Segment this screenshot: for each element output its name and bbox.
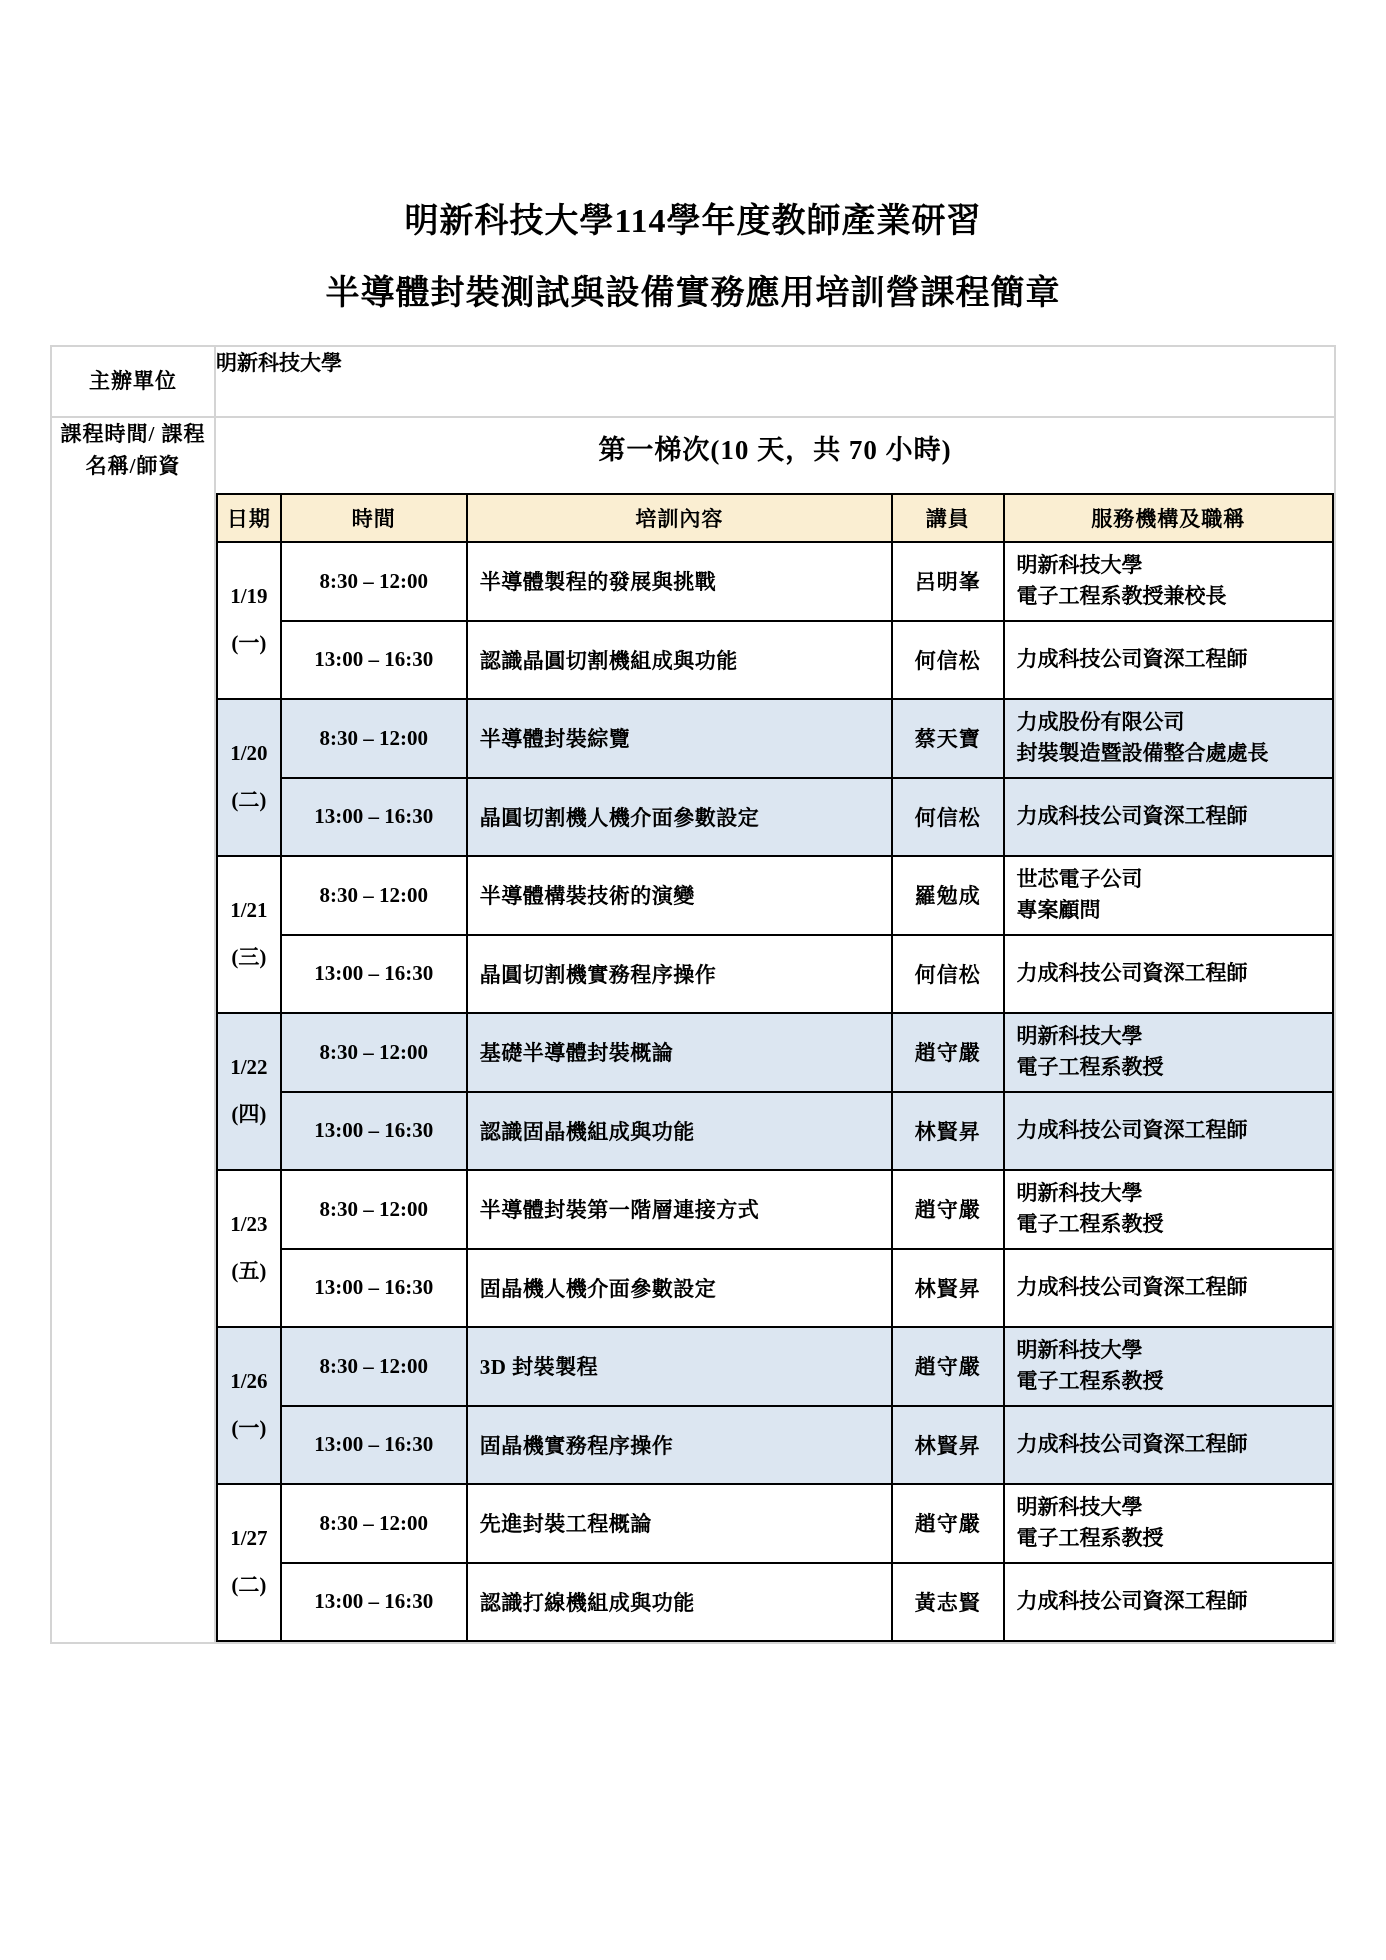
cell-organization	[1004, 621, 1334, 699]
cell-organization	[1004, 1406, 1334, 1484]
cell-organization	[1004, 778, 1334, 856]
date-value: 1/26	[230, 1368, 268, 1393]
schedule-row	[51, 417, 1335, 1643]
cell-speaker: 黃志賢	[892, 1563, 1004, 1641]
table-header-row	[217, 494, 1333, 542]
organization-line-1: 力成科技公司資深工程師	[1016, 1117, 1248, 1142]
organization-line-2: 封裝製造暨設備整合處處長	[1016, 741, 1269, 766]
organization-line-2: 電子工程系教授兼校長	[1016, 584, 1227, 609]
organization-line-2: 電子工程系教授	[1016, 1055, 1164, 1080]
cell-content: 先進封裝工程概論	[467, 1484, 892, 1563]
organization-line-2: 電子工程系教授	[1016, 1369, 1164, 1394]
organization-line-1: 力成科技公司資深工程師	[1016, 1274, 1248, 1299]
cell-speaker: 呂明峯	[892, 542, 1004, 621]
organization-line-1: 力成科技公司資深工程師	[1016, 1588, 1248, 1613]
cell-content: 認識晶圓切割機組成與功能	[467, 621, 892, 699]
table-row	[217, 1406, 1333, 1484]
document-title-block	[50, 0, 1336, 311]
column-header-date: 日期	[217, 494, 281, 542]
cell-time: 8:30 – 12:00	[281, 1013, 467, 1092]
table-row	[217, 699, 1333, 778]
cell-date	[217, 1484, 281, 1641]
cell-speaker: 趙守嚴	[892, 1327, 1004, 1406]
organization-line-1: 明新科技大學	[1016, 1180, 1143, 1205]
table-row	[217, 1484, 1333, 1563]
organization-line-1: 力成股份有限公司	[1016, 709, 1185, 734]
page-title-line-1: 明新科技大學114學年度教師產業研習	[404, 203, 982, 240]
schedule-container	[215, 417, 1335, 1643]
cell-organization	[1004, 1092, 1334, 1170]
organization-line-1: 明新科技大學	[1016, 552, 1143, 577]
organization-line-1: 力成科技公司資深工程師	[1016, 1431, 1248, 1456]
column-header-speaker: 講員	[892, 494, 1004, 542]
cell-time: 13:00 – 16:30	[281, 1563, 467, 1641]
cell-time: 13:00 – 16:30	[281, 1406, 467, 1484]
organizer-value: 明新科技大學	[215, 346, 1335, 417]
cell-speaker: 趙守嚴	[892, 1484, 1004, 1563]
cell-organization	[1004, 1563, 1334, 1641]
cell-organization	[1004, 856, 1334, 935]
cell-content: 晶圓切割機實務程序操作	[467, 935, 892, 1013]
cell-speaker: 林賢昇	[892, 1406, 1004, 1484]
weekday-value: (四)	[231, 1102, 267, 1127]
organizer-row	[51, 346, 1335, 417]
table-row	[217, 856, 1333, 935]
cell-organization	[1004, 1170, 1334, 1249]
cell-time: 8:30 – 12:00	[281, 1327, 467, 1406]
column-header-content: 培訓內容	[467, 494, 892, 542]
cell-time: 13:00 – 16:30	[281, 778, 467, 856]
cell-speaker: 何信松	[892, 621, 1004, 699]
organization-line-1: 明新科技大學	[1016, 1337, 1143, 1362]
cell-date	[217, 1170, 281, 1327]
table-row	[217, 1249, 1333, 1327]
cell-date	[217, 1327, 281, 1484]
cell-time: 13:00 – 16:30	[281, 621, 467, 699]
cell-time: 13:00 – 16:30	[281, 1249, 467, 1327]
organization-line-1: 力成科技公司資深工程師	[1016, 646, 1248, 671]
cell-time: 8:30 – 12:00	[281, 1484, 467, 1563]
cell-organization	[1004, 1484, 1334, 1563]
weekday-value: (五)	[231, 1259, 267, 1284]
cell-organization	[1004, 699, 1334, 778]
date-value: 1/22	[230, 1054, 268, 1079]
organization-line-1: 力成科技公司資深工程師	[1016, 960, 1248, 985]
cell-time: 8:30 – 12:00	[281, 542, 467, 621]
cell-speaker: 何信松	[892, 778, 1004, 856]
weekday-value: (三)	[231, 945, 267, 970]
cell-organization	[1004, 1013, 1334, 1092]
cell-speaker: 趙守嚴	[892, 1170, 1004, 1249]
cell-content: 認識打線機組成與功能	[467, 1563, 892, 1641]
cell-organization	[1004, 1327, 1334, 1406]
cell-organization	[1004, 935, 1334, 1013]
table-row	[217, 1092, 1333, 1170]
cell-date	[217, 542, 281, 699]
weekday-value: (二)	[231, 788, 267, 813]
schedule-table	[216, 493, 1334, 1642]
table-row	[217, 778, 1333, 856]
cell-time: 13:00 – 16:30	[281, 935, 467, 1013]
schedule-table-body	[217, 542, 1333, 1641]
organization-line-2: 電子工程系教授	[1016, 1212, 1164, 1237]
cell-content: 認識固晶機組成與功能	[467, 1092, 892, 1170]
cell-speaker: 蔡天寶	[892, 699, 1004, 778]
weekday-value: (一)	[231, 1416, 267, 1441]
date-value: 1/27	[230, 1525, 268, 1550]
cell-speaker: 林賢昇	[892, 1092, 1004, 1170]
cell-organization	[1004, 1249, 1334, 1327]
date-value: 1/21	[230, 897, 268, 922]
cell-time: 13:00 – 16:30	[281, 1092, 467, 1170]
weekday-value: (一)	[231, 631, 267, 656]
cell-content: 固晶機實務程序操作	[467, 1406, 892, 1484]
batch-title: 第一梯次(10 天，共 70 小時)	[598, 434, 952, 465]
cell-date	[217, 1013, 281, 1170]
organization-line-1: 力成科技公司資深工程師	[1016, 803, 1248, 828]
date-value: 1/23	[230, 1211, 268, 1236]
cell-organization	[1004, 542, 1334, 621]
table-row	[217, 1327, 1333, 1406]
cell-content: 半導體封裝第一階層連接方式	[467, 1170, 892, 1249]
table-row	[217, 1013, 1333, 1092]
organization-line-1: 明新科技大學	[1016, 1494, 1143, 1519]
table-row	[217, 621, 1333, 699]
weekday-value: (二)	[231, 1573, 267, 1598]
cell-date	[217, 856, 281, 1013]
organization-line-2: 專案顧問	[1016, 898, 1101, 923]
cell-content: 半導體封裝綜覽	[467, 699, 892, 778]
cell-speaker: 何信松	[892, 935, 1004, 1013]
cell-content: 3D 封裝製程	[467, 1327, 892, 1406]
date-value: 1/20	[230, 740, 268, 765]
page-title-line-2: 半導體封裝測試與設備實務應用培訓營課程簡章	[325, 275, 1061, 312]
cell-time: 8:30 – 12:00	[281, 1170, 467, 1249]
cell-speaker: 林賢昇	[892, 1249, 1004, 1327]
date-value: 1/19	[230, 583, 268, 608]
cell-speaker: 羅勉成	[892, 856, 1004, 935]
organization-line-2: 電子工程系教授	[1016, 1526, 1164, 1551]
cell-content: 基礎半導體封裝概論	[467, 1013, 892, 1092]
cell-date	[217, 699, 281, 856]
cell-time: 8:30 – 12:00	[281, 856, 467, 935]
organization-line-1: 明新科技大學	[1016, 1023, 1143, 1048]
organizer-label: 主辦單位	[51, 346, 215, 417]
organization-line-1: 世芯電子公司	[1016, 866, 1143, 891]
cell-content: 半導體構裝技術的演變	[467, 856, 892, 935]
table-row	[217, 935, 1333, 1013]
column-header-organization: 服務機構及職稱	[1004, 494, 1334, 542]
cell-content: 固晶機人機介面參數設定	[467, 1249, 892, 1327]
table-row	[217, 542, 1333, 621]
cell-content: 半導體製程的發展與挑戰	[467, 542, 892, 621]
cell-time: 8:30 – 12:00	[281, 699, 467, 778]
table-row	[217, 1170, 1333, 1249]
cell-speaker: 趙守嚴	[892, 1013, 1004, 1092]
schedule-label: 課程時間/ 課程名稱/師資	[51, 417, 215, 1643]
course-outline-table	[50, 345, 1336, 1644]
column-header-time: 時間	[281, 494, 467, 542]
table-row	[217, 1563, 1333, 1641]
cell-content: 晶圓切割機人機介面參數設定	[467, 778, 892, 856]
